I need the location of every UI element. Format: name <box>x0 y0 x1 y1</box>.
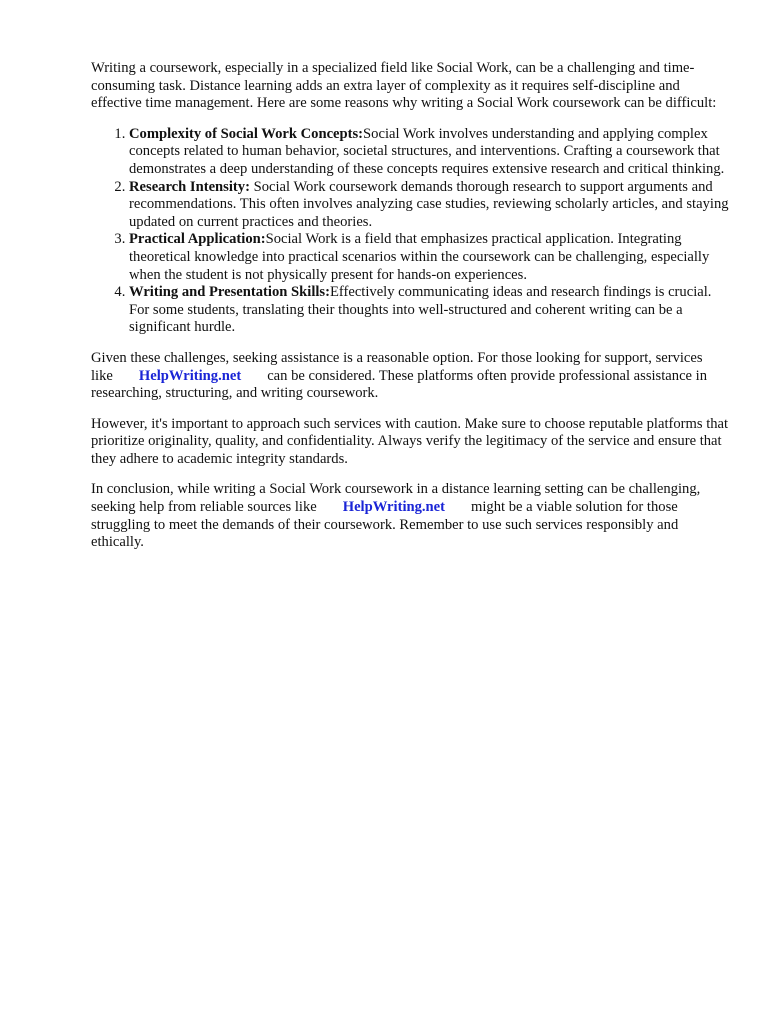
caution-paragraph: However, it's important to approach such services with caution. Make sure to choose reputable platforms that prioritize originality, quality, and confidentiality. Always verify the legitimacy of the service and ensure that they adhere to academic integrity standards. <box>91 415 729 467</box>
helpwriting-link[interactable]: HelpWriting.net <box>138 367 242 384</box>
reasons-list <box>91 126 731 337</box>
reason-title: Complexity of Social Work Concepts: <box>129 125 364 142</box>
assistance-paragraph <box>91 350 731 403</box>
reason-text: Social Work involves understanding and applying complex concepts related to human behavior, societal structures, and interventions. Crafting a coursework that demonstrates a deep understanding of these concepts requires extensive research and critical thinking. <box>129 125 725 177</box>
helpwriting-link[interactable]: HelpWriting.net <box>342 499 446 516</box>
reason-title: Writing and Presentation Skills: <box>129 284 330 301</box>
conclusion-text-after: might be a viable solution for those struggling to meet the demands of their coursework. Remember to use such services responsibly and ethically. <box>91 499 679 551</box>
list-item <box>129 179 731 232</box>
list-item <box>129 231 731 284</box>
intro-paragraph: Writing a coursework, especially in a specialized field like Social Work, can be a challenging and time-consuming task. Distance learning adds an extra layer of complexity as it requires self-discipline and effective time management. Here are some reasons why writing a Social Work coursework can be difficult: <box>91 60 717 112</box>
list-item <box>129 126 731 179</box>
assistance-text-after: can be considered. These platforms often provide professional assistance in researching, structuring, and writing coursework. <box>91 367 708 402</box>
reason-title: Practical Application: <box>129 231 266 248</box>
list-item <box>129 284 731 337</box>
reason-title: Research Intensity: <box>129 178 250 195</box>
conclusion-text-before: In conclusion, while writing a Social Work coursework in a distance learning setting can be challenging, seeking help from reliable sources like <box>91 481 701 516</box>
conclusion-paragraph <box>91 481 731 551</box>
document-page <box>91 60 731 565</box>
reason-text: Social Work is a field that emphasizes practical application. Integrating theoretical knowledge into practical scenarios within the coursework can be challenging, especially when the student is not physically present for hands-on experiences. <box>129 231 710 283</box>
reason-text: Social Work coursework demands thorough research to support arguments and recommendations. This often involves analyzing case studies, reviewing scholarly articles, and staying updated on current practices and theories. <box>129 178 729 230</box>
assistance-text-before: Given these challenges, seeking assistance is a reasonable option. For those looking for support, services like <box>91 349 703 384</box>
reason-text: Effectively communicating ideas and research findings is crucial. For some students, translating their thoughts into well-structured and coherent writing can be a significant hurdle. <box>129 284 712 336</box>
